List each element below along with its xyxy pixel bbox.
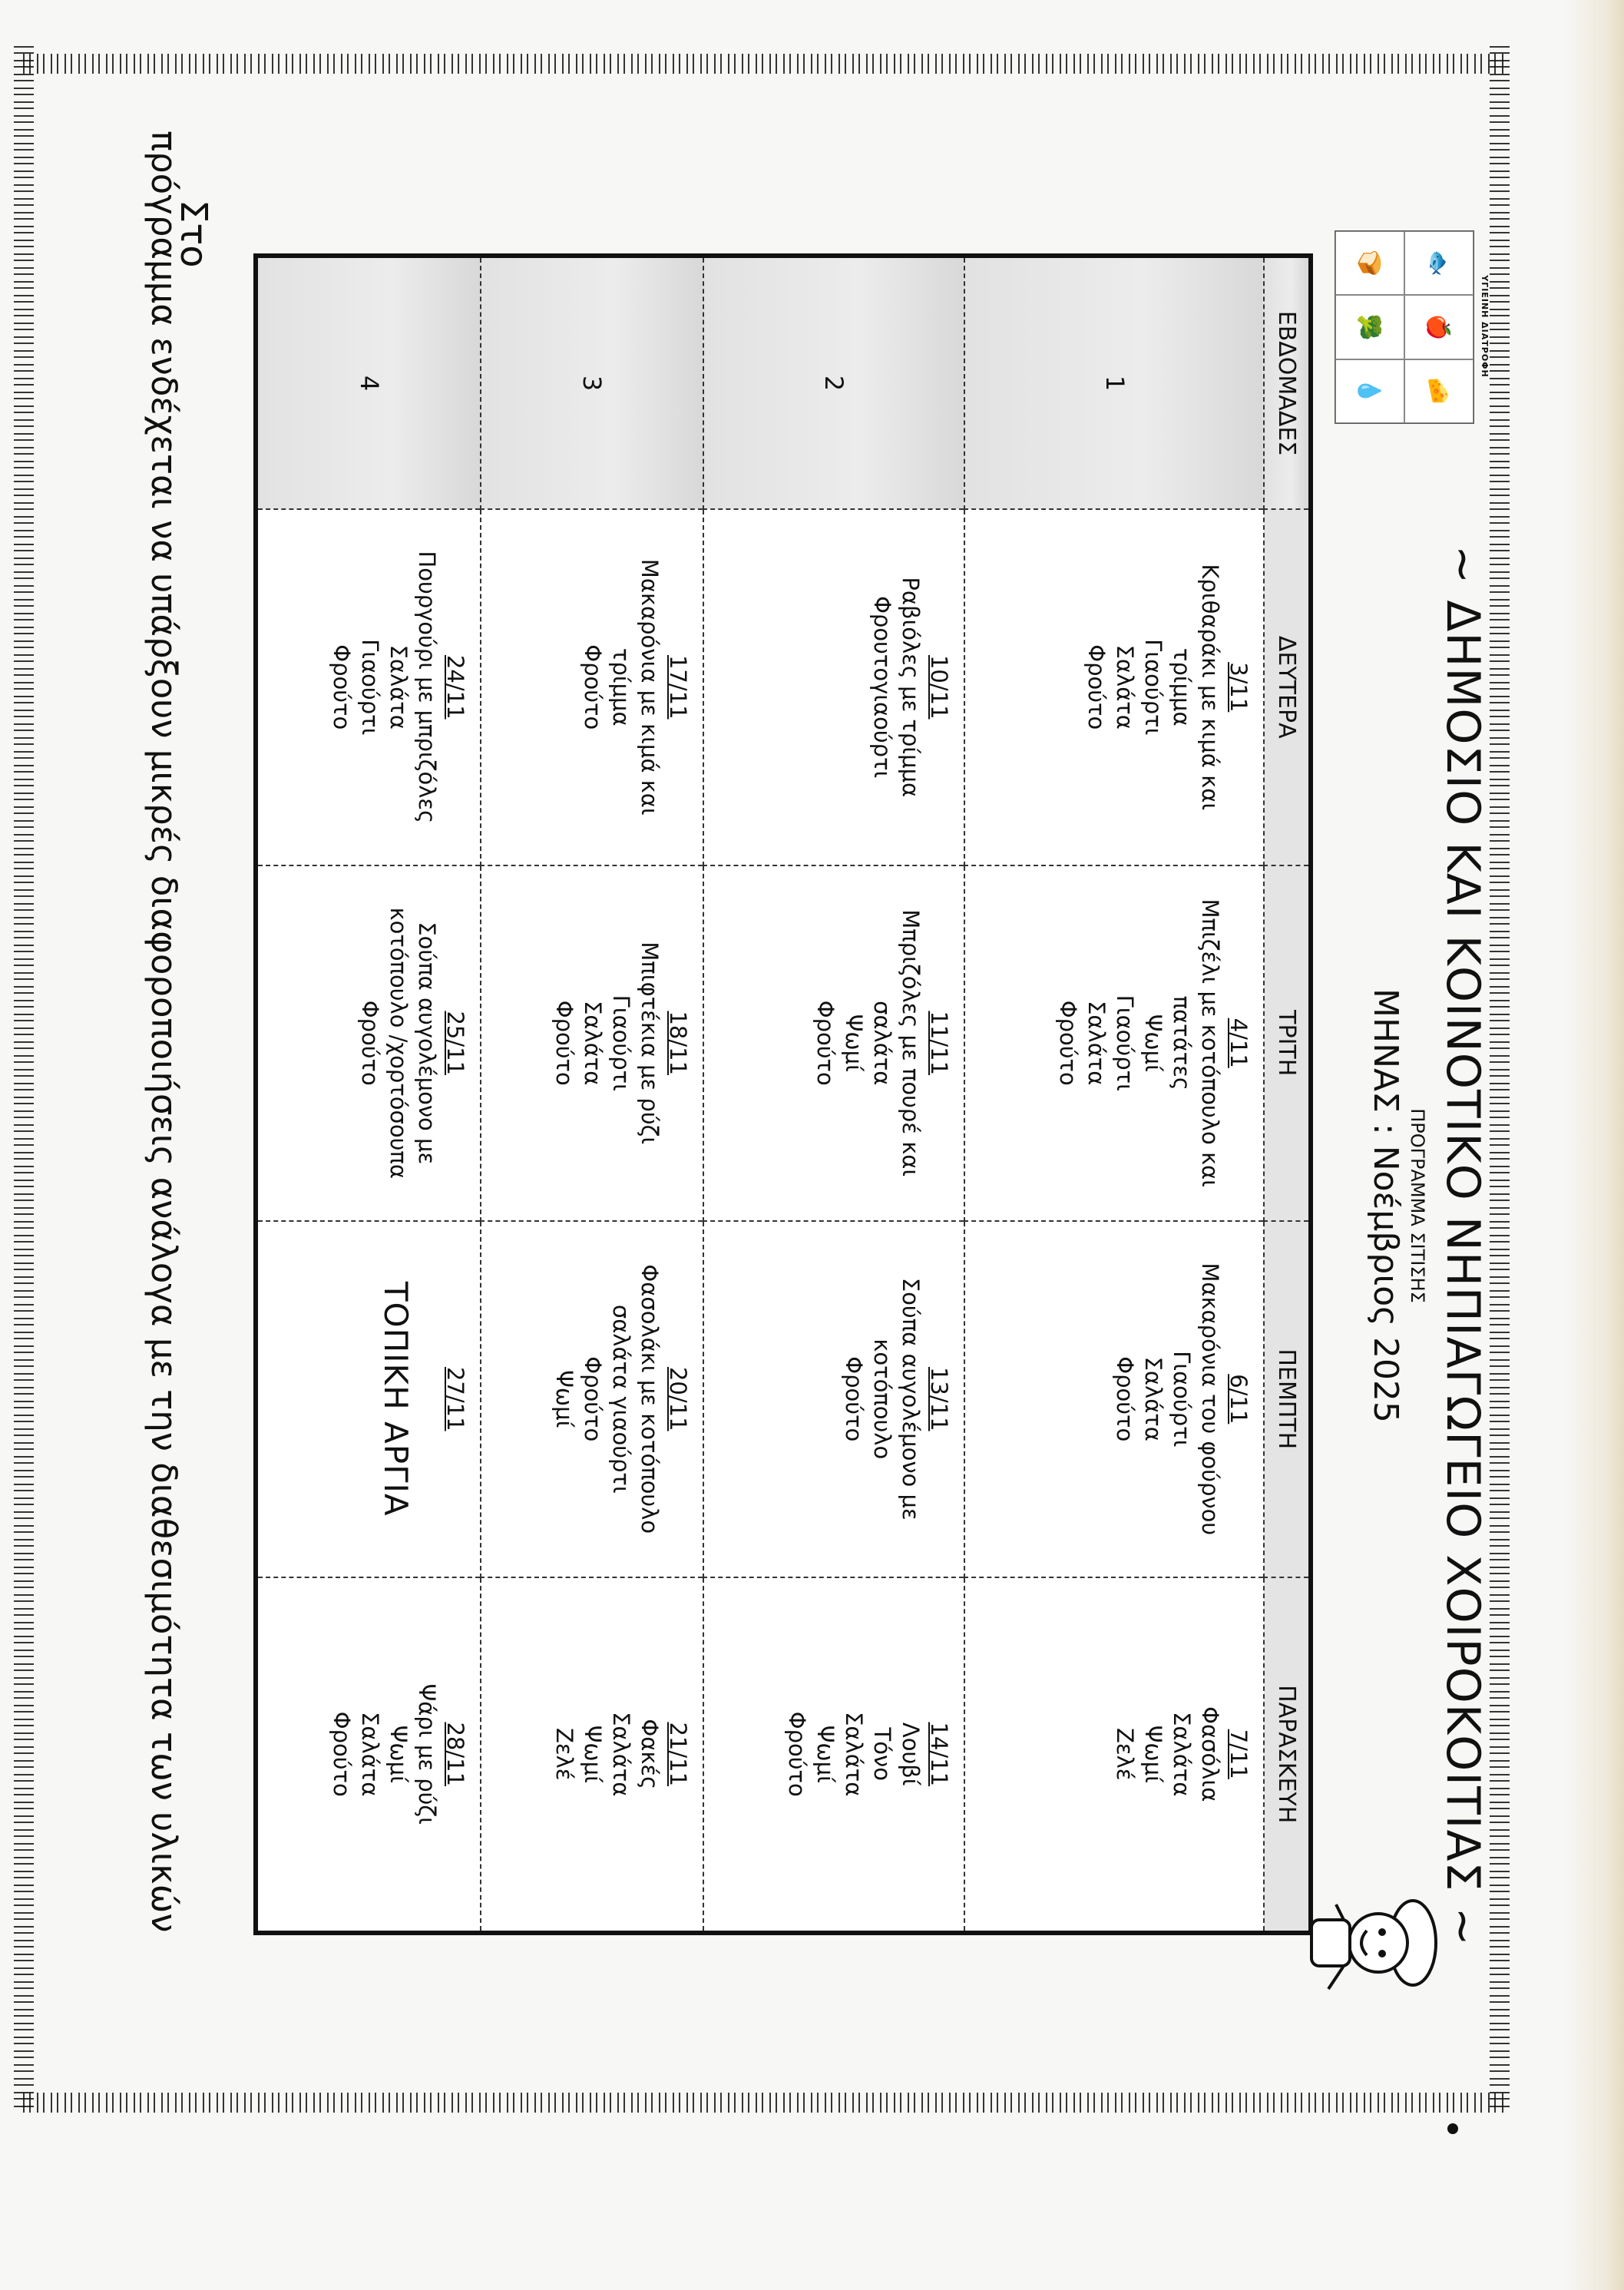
meal-item: Σαλάτα [607,1712,634,1797]
rotated-document [38,84,1490,2104]
meal-date: 25/11 [442,1011,468,1076]
meal-cell [964,1577,1264,1934]
table-row [703,256,964,1933]
meal-item: Φρούτο [784,1711,811,1797]
meal-cell [703,1221,964,1577]
meal-date: 14/11 [926,1722,953,1787]
header-monday: ΔΕΥΤΕΡΑ [1264,509,1311,865]
meal-item: τρίμμα [1169,647,1195,726]
meal-date: 21/11 [664,1722,691,1787]
table-row [964,256,1264,1933]
header-thursday: ΠΕΜΠΤΗ [1264,1221,1311,1577]
meal-item: Ψωμί [385,1725,412,1783]
page-border-top [23,54,1505,74]
vegetable-icon: 🥦 [1335,295,1404,359]
meal-item: κοτόπουλο [869,1339,896,1460]
meal-item: Τόνο [869,1727,896,1781]
footer-note: πρόγραμμα ενδέχεται να υπάρξουν μικρές διαφοροποιήσεις ανάλογα με την διαθεσιμότητα των υλικών [144,131,184,1933]
meal-item: Φρούτο [328,1711,355,1797]
meal-item: Γιαούρτι [1169,1351,1195,1448]
meal-item: Πουργούρι με μπριζόλες [413,551,440,824]
meal-schedule-table [253,253,1313,1935]
meal-item: Ζελέ [1112,1728,1138,1781]
meal-item: Λουβί [898,1722,924,1786]
meal-date: 17/11 [664,654,691,720]
meal-cell [256,1577,481,1934]
meal-item: Φασόλια [1197,1706,1223,1802]
meal-item: Σαλάτα [1140,1356,1166,1441]
meal-item: Φρούτο [841,1356,868,1442]
meal-item: Φρούτο [356,1000,383,1086]
meal-item: Φρούτο [328,644,355,730]
meal-item: σαλάτα γιαούρτι [607,1304,634,1494]
meal-item: τρίμμα [607,647,634,726]
header-tuesday: ΤΡΙΤΗ [1264,865,1311,1222]
meal-item: Φρούτο [551,1000,577,1086]
meal-date: 11/11 [926,1011,953,1076]
meal-item: Ψωμί [1140,1014,1166,1072]
meal-cell [481,509,703,865]
table-row [481,256,703,1933]
meal-item: Σαλάτα [1083,1001,1110,1086]
page-border-left [14,46,34,2112]
week-label: 2 [703,256,964,509]
meal-cell [703,865,964,1222]
meal-item: Σαλάτα [356,1712,383,1797]
week-label: 4 [256,256,481,509]
meal-cell [703,1577,964,1934]
meal-item: Ραβιόλες με τρίμμα [898,577,924,798]
meal-item: Γιαούρτι [356,639,383,736]
meal-item: πατάτες [1169,995,1195,1090]
meal-cell [256,865,481,1222]
meal-item: Μακαρόνια του φούρνου [1197,1262,1223,1536]
meal-item: Φρουτογιαούρτι [869,596,896,779]
meal-item: Μπιφτέκια με ρύζι [636,941,663,1145]
meal-item: Γιαούρτι [607,994,634,1091]
meal-item: Μπιζέλι με κοτόπουλο και [1197,898,1223,1187]
meal-date: 6/11 [1225,1374,1252,1425]
meal-item: Σούπα αυγολέμονο με [413,922,440,1165]
scan-edge [1563,0,1624,2290]
bread-icon: 🍞 [1335,231,1404,295]
meal-date: 27/11 [442,1366,468,1431]
meal-item: Κριθαράκι με κιμά και [1197,564,1223,811]
meal-item: Φρούτο [1055,1000,1081,1086]
meal-item: Ψωμί [841,1014,868,1072]
meal-date: 13/11 [926,1366,953,1431]
page-title: ~ ΔΗΜΟΣΙΟ ΚΑΙ ΚΟΙΝΟΤΙΚΟ ΝΗΠΙΑΓΩΓΕΙΟ ΧΟΙΡΟΚΟΙΤΙΑΣ ~ [1436,545,1490,1947]
meal-cell [256,1221,481,1577]
meal-date: 10/11 [926,654,953,720]
meal-item: Γιαούρτι [1140,639,1166,736]
meal-date: 7/11 [1225,1729,1252,1779]
meal-item: Φρούτο [579,644,606,730]
table-header-row [1264,256,1311,1933]
meal-item: Μπριζόλες με πουρέ και [898,909,924,1177]
meal-item: Σούπα αυγολέμονο με [898,1277,924,1521]
meal-item: Μακαρόνια με κιμά και [636,558,663,816]
cheese-icon: 🧀 [1404,359,1474,423]
meal-item: Φρούτο [1083,644,1110,730]
page-border-right [1490,46,1510,2112]
pyramid-title: ΥΓΙΕΙΝΗ ΔΙΑΤΡΟΦΗ [1480,275,1490,378]
meal-cell [256,509,481,865]
meal-date: 18/11 [664,1011,691,1076]
table-row [256,256,481,1933]
fruit-icon: 🍎 [1404,295,1474,359]
side-text: Στο [172,200,215,268]
meal-item: Σαλάτα [1169,1712,1195,1797]
meal-date: 4/11 [1225,1018,1252,1068]
water-icon: 💧 [1335,359,1404,423]
meal-item: Σαλάτα [841,1712,868,1797]
meal-date: 24/11 [442,654,468,720]
food-pyramid-image [1335,230,1474,424]
fish-icon: 🐟 [1404,231,1474,295]
week-label: 3 [481,256,703,509]
meal-date: 28/11 [442,1722,468,1787]
meal-item: Φρούτο [579,1356,606,1442]
meal-cell [481,1577,703,1934]
week-label: 1 [964,256,1264,509]
meal-item: Σαλάτα [579,1001,606,1086]
meal-item: Ψωμί [551,1370,577,1428]
meal-item: Φακές [636,1719,663,1790]
meal-cell [964,865,1264,1222]
scan-dot [1447,2123,1458,2134]
meal-item: Φρούτο [1112,1356,1138,1442]
meal-item: Ζελέ [551,1728,577,1781]
meal-item: Σαλάτα [1112,644,1138,730]
chef-kid-icon [1298,1874,1444,2012]
meal-cell [481,1221,703,1577]
meal-cell [481,865,703,1222]
meal-cell [964,509,1264,865]
holiday-label: ΤΟΠΙΚΗ ΑΡΓΙΑ [376,1281,415,1517]
month-line: ΜΗΝΑΣ : Νοέμβριος 2025 [1366,988,1405,1423]
meal-cell [703,509,964,865]
page-subtitle: ΠΡΟΓΡΑΜΜΑ ΣΙΤΙΣΗΣ [1407,1108,1428,1303]
header-friday: ΠΑΡΑΣΚΕΥΗ [1264,1577,1311,1934]
meal-item: Ψωμί [1140,1725,1166,1783]
meal-item: κοτόπουλο /χορτόσουπα [385,907,412,1179]
meal-item: Σαλάτα [385,644,412,730]
meal-item: Φρούτο [812,1000,839,1086]
header-weeks: ΕΒΔΟΜΑΔΕΣ [1264,256,1311,509]
meal-cell [964,1221,1264,1577]
meal-item: Ψάρι με ρύζι [413,1683,440,1825]
meal-item: Γιαούρτι [1112,994,1138,1091]
meal-item: Ψωμί [812,1725,839,1783]
meal-item: σαλάτα [869,1001,896,1086]
meal-date: 20/11 [664,1366,691,1431]
meal-date: 3/11 [1225,662,1252,713]
meal-item: Ψωμί [579,1725,606,1783]
meal-item: Φασολάκι με κοτόπουλο [636,1264,663,1534]
